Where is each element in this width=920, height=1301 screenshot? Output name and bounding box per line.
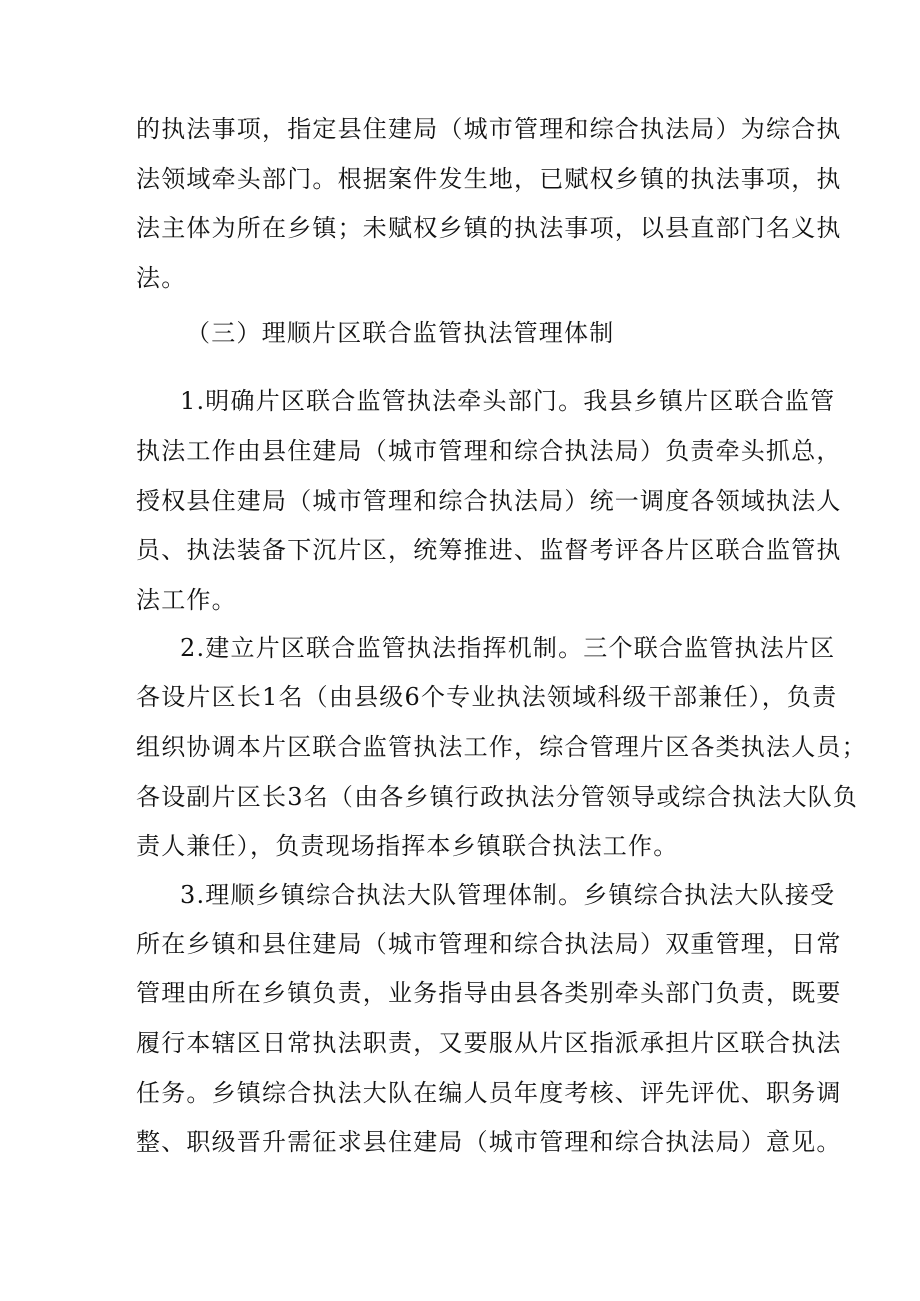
text-line: 法工作。: [136, 586, 237, 614]
text-line: 的执法事项，指定县住建局（城市管理和综合执法局）为综合执: [136, 115, 842, 143]
text-line: 责人兼任），负责现场指挥本乡镇联合执法工作。: [136, 832, 679, 860]
text-line: 法。: [136, 264, 187, 292]
text-line: 法主体为所在乡镇；未赋权乡镇的执法事项，以县直部门名义执: [136, 214, 842, 242]
paragraph-3-first-line: 3.理顺乡镇综合执法大队管理体制。乡镇综合执法大队接受: [180, 881, 836, 909]
text-line: 整、职级晋升需征求县住建局（城市管理和综合执法局）意见。: [136, 1128, 842, 1156]
text-line: 组织协调本片区联合监管执法工作，综合管理片区各类执法人员；: [136, 733, 867, 761]
paragraph-1-first-line: 1.明确片区联合监管执法牵头部门。我县乡镇片区联合监管: [180, 387, 836, 415]
text-line: 员、执法装备下沉片区，统筹推进、监督考评各片区联合监管执: [136, 536, 842, 564]
text-line: 管理由所在乡镇负责，业务指导由县各类别牵头部门负责，既要: [136, 979, 842, 1007]
text-line: 任务。乡镇综合执法大队在编人员年度考核、评先评优、职务调: [136, 1079, 842, 1107]
text-line: 法领域牵头部门。根据案件发生地，已赋权乡镇的执法事项，执: [136, 165, 842, 193]
text-line: 所在乡镇和县住建局（城市管理和综合执法局）双重管理，日常: [136, 930, 842, 958]
text-line: 执法工作由县住建局（城市管理和综合执法局）负责牵头抓总，: [136, 437, 842, 465]
text-line: 授权县住建局（城市管理和综合执法局）统一调度各领域执法人: [136, 487, 842, 515]
text-line: 履行本辖区日常执法职责，又要服从片区指派承担片区联合执法: [136, 1029, 842, 1057]
text-line: 各设副片区长3名（由各乡镇行政执法分管领导或综合执法大队负: [136, 783, 859, 811]
text-line: 各设片区长1名（由县级6个专业执法领域科级干部兼任），负责: [136, 683, 838, 711]
section-heading: （三）理顺片区联合监管执法管理体制: [186, 319, 615, 347]
paragraph-2-first-line: 2.建立片区联合监管执法指挥机制。三个联合监管执法片区: [180, 634, 836, 662]
